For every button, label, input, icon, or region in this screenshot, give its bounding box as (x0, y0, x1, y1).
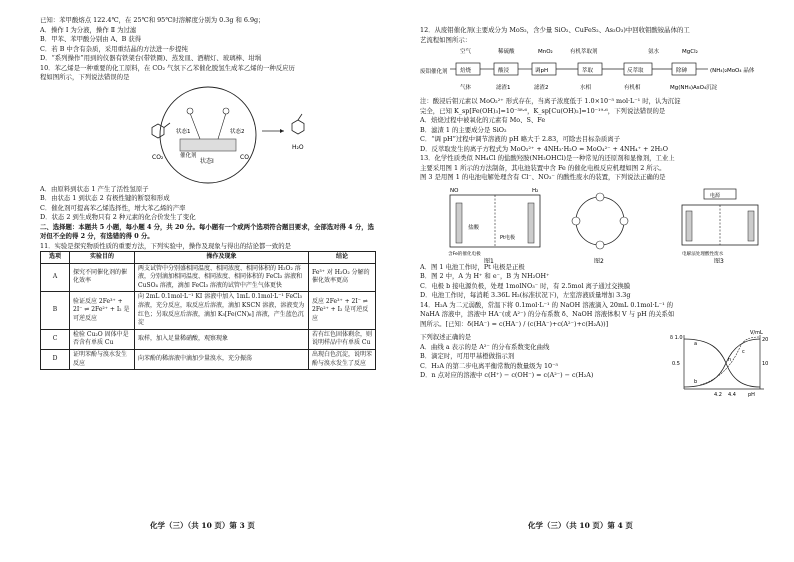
section-2-heading: 二、选择题：本题共 5 小题，每小题 4 分，共 20 分。每小题有一个或两个选项符合题目要求，全部选对得 4 分，选对但不全的得 2 分，有选错的得 0 分。 (40, 222, 374, 240)
fig3-cell (682, 205, 758, 245)
fig1-electrode: 含Fe的催化电极 (448, 251, 481, 257)
q14-delta-label: δ 1.0 (670, 335, 683, 341)
table-row (41, 329, 376, 349)
q12-note-1: 注：酸浸后钼元素以 MoO₂²⁺ 形式存在，当离子浓度低于 1.0×10⁻⁵ mol·L⁻¹ 时，认为沉淀 (420, 97, 681, 105)
q10-mechanism-svg (40, 83, 376, 185)
fig3-caption: 图3 (714, 257, 724, 263)
q10-option-c: C．催化剂可提高苯乙烯选择性，增大苯乙烯的产率 (40, 203, 186, 212)
fig2-cycle (576, 197, 624, 245)
q9-option-b: B．甲苯、苯甲酸分别由 A、B 获得 (40, 35, 142, 43)
q14-v20: 20 (762, 337, 769, 343)
q11-row-a-con: Fe³⁺ 对 H₂O₂ 分解的催化效率更高 (309, 263, 376, 292)
q11-row-c-aim: 检验 Cu₂O 固体中是否含有单质 Cu (70, 329, 135, 349)
q12-flow-svg (420, 45, 772, 97)
q11-row-a-opt: A (41, 263, 70, 292)
q12-note-2: 完全，已知 K_sp[Fe(OH)₃]=10⁻³⁸·⁶，K_sp[Cu(OH)₂]=10⁻¹⁹·⁶，下列说法错误的是 (420, 106, 666, 115)
left-column (40, 0, 376, 562)
q11-header-aim: 实验目的 (70, 252, 135, 264)
q13-figures-svg (420, 183, 772, 263)
q14-v10: 10 (762, 361, 769, 367)
q14-stem-3: 图所示。[已知：δ(HA⁻) = c(HA⁻) / (c(HA⁻)+c(A²⁻)+c(H₂A))] (420, 319, 609, 328)
q11-row-c-con: 若有红色固体剩余，则说明样品中有单质 Cu (309, 329, 376, 349)
q13-option-c: C．电极 b 接电源负极，处理 1molNO₃⁻ 时，有 2.5mol 离子通过交换膜 (420, 281, 631, 290)
footer-right: 化学（三）（共 10 页）第 4 页 (528, 521, 633, 530)
q13-option-a: A．图 1 电池工作时，Pt 电极是正极 (420, 262, 525, 271)
label-state1: 状态1 (176, 128, 191, 135)
flow-box-leach: 酸浸 (498, 68, 510, 74)
q11-row-b-con: 反应 2Fe³⁺ + 2I⁻ ⇌ 2Fe²⁺ + I₂ 是可逆反应 (309, 292, 376, 329)
q14-label-c: c (742, 349, 745, 355)
fig1-h2: H₂ (532, 187, 539, 194)
flow-top-ammonia: 氨水 (648, 49, 660, 55)
q11-header-op: 操作及现象 (135, 252, 309, 264)
q11-row-d-op: 向苯酚的稀溶液中滴加少量溴水，充分振荡 (135, 349, 309, 369)
label-state2: 状态2 (230, 128, 245, 135)
q14-ph-label: pH (748, 392, 755, 398)
q12-option-c: C．“调 pH”过程中调节溶液的 pH 略大于 2.83，可除去目标杂质离子 (420, 135, 621, 143)
q11-row-b-op: 向 2mL 0.1mol·L⁻¹ KI 溶液中加入 1mL 0.1mol·L⁻¹ FeCl₃ 溶液，充分反应，取反应后溶液，滴加 KSCN 溶液，溶液变为红色；另取反应后溶液，滴加 K₃[Fe(CN)₆] 溶液，产生蓝色沉淀 (135, 292, 309, 329)
flow-box-arsenic: 除砷 (676, 68, 688, 74)
q11-row-d-aim: 证明苯酚与溴水发生反应 (70, 349, 135, 369)
q11-row-a-aim: 探究不同催化剂的催化效率 (70, 263, 135, 292)
q10-stem: 10．苯乙烯是一种重要的化工原料，在 CO₂ 气氛下乙苯催化脱氢生成苯乙烯的一种反应历 (40, 63, 295, 72)
flow-top-acid: 稀硫酸 (498, 49, 515, 55)
right-column (420, 0, 772, 562)
flow-box-roast: 焙烧 (460, 68, 472, 74)
label-co: CO (240, 153, 249, 161)
q14-stem-2: NaHA 溶液中，溶液中 HA⁻(或 A²⁻) 的分布系数 δ、NaOH 溶液体积 V 与 pH 的关系如 (420, 310, 675, 318)
q11-row-c-op: 取样，加入足量稀硝酸，观察现象 (135, 329, 309, 349)
q12-stem-2: 艺流程如图所示： (420, 35, 472, 44)
q14-label-a: a (694, 341, 698, 347)
q14-x1: 4.2 (714, 392, 722, 398)
q13-option-b: B．图 2 中，A 为 H⁺ 和 e⁻，B 为 NH₂OH⁺ (420, 272, 550, 280)
fig1-no: NO (450, 187, 459, 194)
q11-row-d-con: 出现白色沉淀，说明苯酚与溴水发生了反应 (309, 349, 376, 369)
q14-label-b: b (694, 379, 698, 385)
flow-bottom-precipitate: Mg(NH₄)AsO₄沉淀 (670, 85, 718, 91)
q13-figures (420, 183, 772, 263)
q10-option-b: B．由状态 1 到状态 2 有极性键的断裂和形成 (40, 194, 170, 202)
q11-table (40, 251, 376, 370)
q11-header-conclusion: 结论 (309, 252, 376, 264)
footer-left: 化学（三）（共 10 页）第 3 页 (150, 521, 255, 530)
flow-bottom-residue1: 滤渣1 (496, 85, 511, 91)
flow-top-mgcl2: MgCl₂ (682, 49, 698, 55)
fig1-caption: 图1 (484, 257, 494, 263)
q11-row-a-op: 两支试管中分别盛相同温度、相同浓度、相同体积的 H₂O₂ 溶液，分别滴加相同温度、相同浓度、相同体积的 FeCl₃ 溶液和 CuSO₄ 溶液，滴加 FeCl₃ 溶液的试管中产生气体更快 (135, 263, 309, 292)
q14-option-c: C．H₂A 的第二步电离平衡常数的数量级为 10⁻⁵ (420, 361, 559, 370)
q10-stem-2: 程如图所示，下列说法错误的是 (40, 73, 130, 81)
q14-x2: 4.4 (728, 392, 736, 398)
fig1-pt: Pt电极 (500, 234, 515, 241)
flow-top-air: 空气 (460, 49, 472, 55)
catalyst-cycle (160, 87, 256, 183)
q12-stem: 12．从废钼催化剂(主要成分为 MoS₂，含少量 SiO₂、CuFeS₂、As₂O₃)中回收钼酸铵晶体的工 (420, 26, 690, 34)
flow-box-extract: 萃取 (582, 68, 594, 74)
q13-stem-1: 13．化学性质类似 NH₄Cl 的盐酸羟胺(NH₂OHCl)是一种常见的还原剂和显像剂，工业上 (420, 154, 675, 162)
q9-note: 已知：苯甲酸熔点 122.4℃，在 25℃和 95℃时溶解度分别为 0.3g 和 6.9g； (40, 16, 265, 24)
q14-block (420, 329, 772, 399)
q14-option-d: D．n 点对应的溶液中 c(H⁺) − c(OH⁻) = c(A²⁻) − c(H₂A) (420, 371, 594, 379)
product-styrene (292, 114, 304, 134)
label-co2: CO₂ (152, 153, 164, 161)
q13-stem-3: 图 3 是用图 1 的电池电解处理含有 Cl⁻、NO₃⁻ 的酸性废水的装置，下列说法正确的是 (420, 173, 666, 181)
label-catalyst: 催化剂 (180, 152, 197, 159)
q9-option-a: A．操作 I 为分液，操作 Ⅱ 为过滤 (40, 25, 137, 34)
fig3-waste: 电解法处理酸性废水 (682, 251, 724, 257)
q11-row-b-aim: 验证反应 2Fe³⁺ + 2I⁻ ⇌ 2Fe²⁺ + I₂ 是可逆反应 (70, 292, 135, 329)
q12-flowchart (420, 45, 772, 97)
q11-row-c-opt: C (41, 329, 70, 349)
q11-row-b-opt: B (41, 292, 70, 329)
q14-options (420, 333, 660, 381)
catalyst-surface (180, 139, 236, 151)
q13-option-d: D．电池工作时，每消耗 3.36L H₂(标准状况下)，左室溶液质量增加 3.3g (420, 291, 631, 299)
q14-vml-label: V/mL (750, 330, 763, 336)
flow-product: (NH₄)₂MoO₄ 晶体 (710, 68, 755, 74)
q10-option-d: D．状态 2 到生成物只有 2 种元素的化合价发生了变化 (40, 213, 196, 221)
q11-header-option: 选项 (41, 252, 70, 264)
flow-bottom-organic: 有机相 (624, 85, 641, 91)
q14-label-n: n (728, 357, 732, 363)
flow-top-mno2: MnO₂ (538, 49, 553, 55)
q12-option-a: A．焙烧过程中被氧化的元素有 Mo、S、Fe (420, 116, 546, 124)
q14-sub: 下列叙述正确的是 (420, 333, 472, 341)
q10-option-a: A．由原料到状态 1 产生了活性氢原子 (40, 184, 149, 193)
q14-stem-1: 14．H₂A 为二元弱酸，常温下将 0.1mol·L⁻¹ 的 NaOH 溶液滴入 20mL 0.1mol·L⁻¹ 的 (420, 300, 674, 309)
q12-option-d: D．反萃取发生的离子方程式为 MoO₂²⁺ + 4NH₃·H₂O = MoO₄²⁻ + 4NH₄⁺ + 2H₂O (420, 144, 668, 153)
flow-start: 废钼催化剂 (420, 69, 448, 75)
q9-option-c: C．若 B 中含有杂质，采用重结晶的方法进一步提纯 (40, 44, 188, 53)
flow-bottom-aqueous: 水相 (580, 85, 592, 91)
fig2-caption: 图2 (594, 257, 604, 263)
fig1-acid: 盐酸 (468, 224, 480, 231)
q13-stem-2: 主要采用图 1 所示的方法制备，其电池装置中含 Fe 的催化电极反应机理如图 2 所示。 (420, 163, 666, 172)
label-state0: 状态I (200, 157, 214, 165)
q14-option-a: A．曲线 a 表示的是 A²⁻ 的分布系数变化曲线 (420, 342, 550, 351)
fig3-power-label: 电源 (710, 192, 721, 199)
q9-option-d: D．“系列操作”用到的仪器有铁架台(带铁圈)、蒸发皿、酒精灯、玻璃棒、坩埚 (40, 54, 262, 62)
q14-half: 0.5 (672, 361, 680, 367)
table-row (41, 349, 376, 369)
flow-bottom-residue2: 滤渣2 (534, 85, 549, 91)
q14-graph (670, 329, 770, 399)
flow-box-strip: 反萃取 (627, 68, 644, 74)
flow-bottom-gas: 气体 (460, 85, 472, 91)
flow-box-ph: 调pH (535, 68, 549, 74)
q12-option-b: B．滤渣 1 的主要成分是 SiO₂ (420, 125, 507, 134)
q10-mechanism-figure (40, 83, 376, 185)
q11-stem: 11．实验是探究物质性质的重要方法，下列实验中，操作及现象与得出的结论都一致的是 (40, 241, 291, 250)
table-row (41, 263, 376, 292)
label-h2o: H₂O (292, 143, 304, 151)
q14-option-b: B．滴定时，可用甲基橙做指示剂 (420, 352, 515, 360)
q11-row-d-opt: D (41, 349, 70, 369)
q11-header-row (41, 252, 376, 264)
flow-top-extractant: 有机萃取剂 (570, 49, 598, 55)
table-row (41, 292, 376, 329)
